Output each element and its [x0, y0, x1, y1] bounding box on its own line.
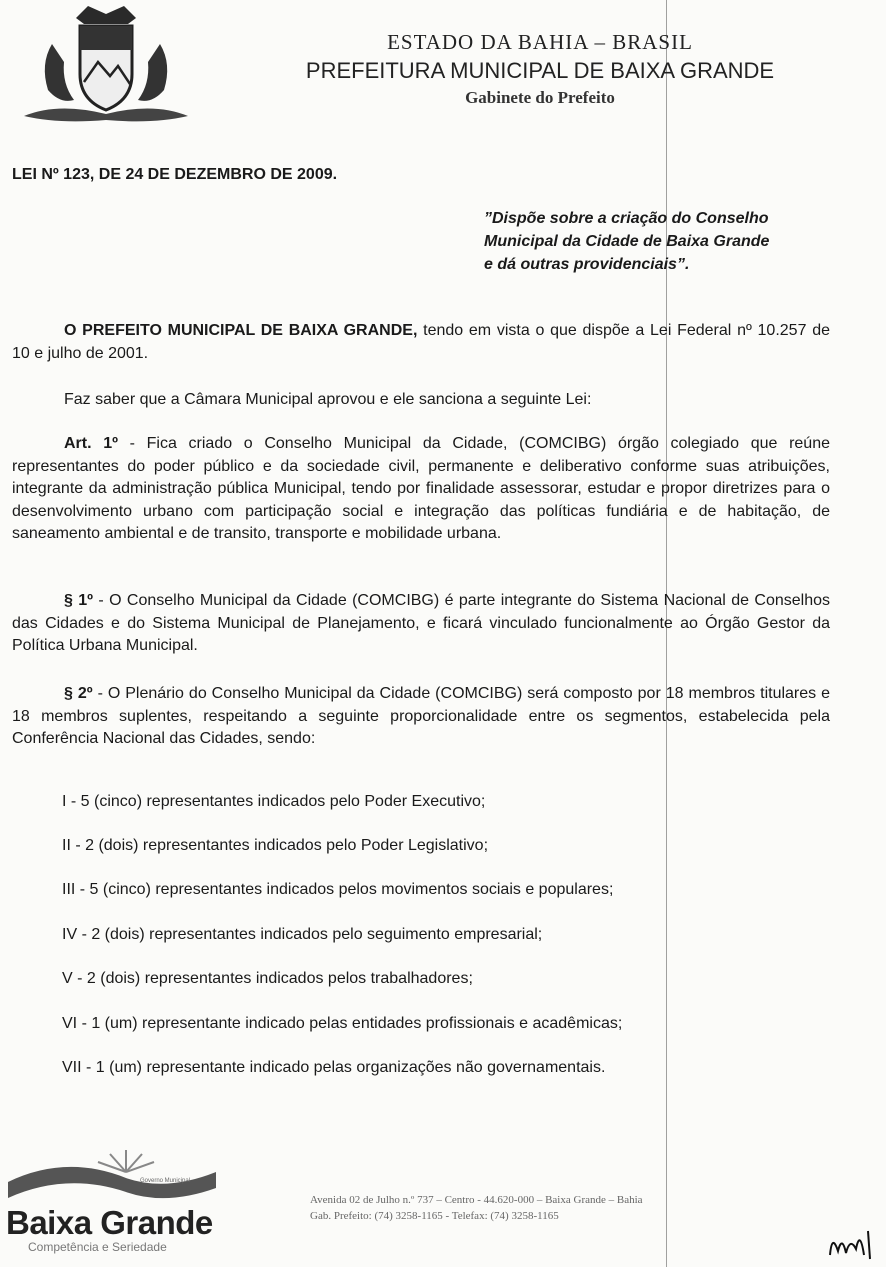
footer-address: [310, 1192, 643, 1224]
article-1-text: - Fica criado o Conselho Municipal da Cidade, (COMCIBG) órgão colegiado que reúne representantes do poder público e da sociedade civil, permanente e deliberativo conforme suas atribuições, integrante da administração pública Municipal, tendo por finalidade assessorar, estudar e propor diretrizes para o desenvolvimento urbano com participação social e integração das políticas fundiária e de habitação, de saneamento ambiental e de transito, transporte e mobilidade urbana.: [12, 435, 830, 542]
law-title: LEI Nº 123, DE 24 DE DEZEMBRO DE 2009.: [12, 166, 338, 183]
list-item: V - 2 (dois) representantes indicados pelos trabalhadores;: [62, 970, 473, 987]
paragraph-2: [12, 683, 830, 751]
ementa-line: e dá outras providenciais”.: [484, 256, 690, 273]
logo-name: Baixa Grande: [6, 1204, 213, 1241]
header-office: Gabinete do Prefeito: [465, 88, 615, 107]
header-prefecture: PREFEITURA MUNICIPAL DE BAIXA GRANDE: [305, 58, 775, 83]
ementa: [484, 207, 844, 276]
list-item: II - 2 (dois) representantes indicados pelo Poder Legislativo;: [62, 837, 489, 854]
paragraph-1-text: - O Conselho Municipal da Cidade (COMCIBG) é parte integrante do Sistema Nacional de Conselhos das Cidades e do Sistema Municipal de Planejamento, e ficará vinculado funcionalmente ao Órgão Gestor da Política Urbana Municipal.: [12, 592, 830, 654]
paragraph-1-label: § 1º: [64, 592, 94, 609]
preamble-authority: O PREFEITO MUNICIPAL DE BAIXA GRANDE,: [64, 322, 418, 339]
header-state: ESTADO DA BAHIA – BRASIL: [387, 30, 693, 54]
paragraph-2-label: § 2º: [64, 685, 93, 702]
footer-line: Avenida 02 de Julho n.º 737 – Centro - 44.620-000 – Baixa Grande – Bahia: [310, 1194, 643, 1206]
logo-caption: Governo Municipal: [140, 1178, 191, 1184]
list-item: IV - 2 (dois) representantes indicados pelo seguimento empresarial;: [62, 926, 543, 943]
list-item: VII - 1 (um) representante indicado pelas organizações não governamentais.: [62, 1059, 606, 1076]
signature-initials-icon: [826, 1225, 876, 1261]
list-item: III - 5 (cinco) representantes indicados pelos movimentos sociais e populares;: [62, 881, 614, 898]
list-item: VI - 1 (um) representante indicado pelas entidades profissionais e acadêmicas;: [62, 1015, 623, 1032]
logo-slogan: Competência e Seriedade: [28, 1240, 167, 1254]
enactment-clause: Faz saber que a Câmara Municipal aprovou e ele sanciona a seguinte Lei:: [64, 391, 592, 408]
ementa-line: ”Dispõe sobre a criação do Conselho: [484, 210, 769, 227]
ementa-line: Municipal da Cidade de Baixa Grande: [484, 233, 770, 250]
list-item: I - 5 (cinco) representantes indicados pelo Poder Executivo;: [62, 793, 486, 810]
article-1: [12, 433, 830, 546]
article-1-label: Art. 1º: [64, 435, 118, 452]
coat-of-arms-icon: [18, 4, 194, 128]
footer-line: Gab. Prefeito: (74) 3258-1165 - Telefax: (74) 3258-1165: [310, 1210, 559, 1222]
paragraph-2-text: - O Plenário do Conselho Municipal da Cidade (COMCIBG) será composto por 18 membros titulares e 18 membros suplentes, respeitando a seguinte proporcionalidade entre os segmentos, estabelecida pela Conferência Nacional das Cidades, sendo:: [12, 685, 831, 747]
preamble-paragraph: [12, 320, 830, 365]
preamble-text: tendo em vista o que dispõe a Lei Federal nº 10.257 de 10 e julho de 2001.: [12, 322, 830, 362]
paragraph-1: [12, 590, 830, 658]
